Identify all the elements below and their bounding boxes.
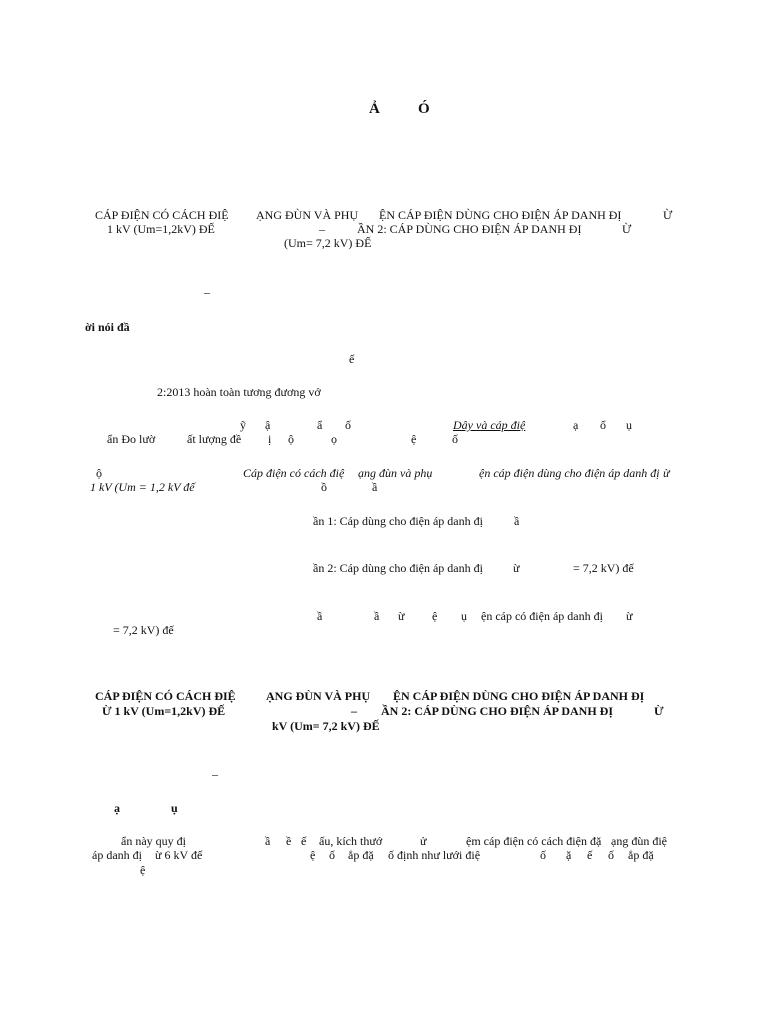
header-line1-part-d: Ừ (663, 208, 673, 222)
p5-fragment: ắp đặ (348, 848, 374, 862)
p3-fragment: ổ (600, 418, 606, 432)
p5-fragment: ế (587, 848, 593, 862)
header2-line3: kV (Um= 7,2 kV) ĐẾ (272, 719, 380, 733)
header2-line2-part-c: ẦN 2: CÁP DÙNG CHO ĐIỆN ÁP DANH ĐỊ (381, 704, 614, 718)
p3-fragment: ẩ (317, 418, 323, 432)
p3-fragment: ố (452, 432, 458, 446)
p5-fragment: ắp đặ (628, 848, 654, 862)
p5-fragment: ừ 6 kV đế (155, 848, 203, 862)
p5-fragment: ử (420, 834, 427, 848)
p4-standard-title: Cáp điện có cách điệ (243, 466, 345, 480)
header-line2-part-c: ẦN 2: CÁP DÙNG CHO ĐIỆN ÁP DANH ĐỊ (357, 222, 582, 236)
p5-fragment: ố (329, 848, 335, 862)
p3-fragment: ệ (411, 432, 417, 446)
p3-standard-title: Dây và cáp điệ (453, 418, 526, 432)
part-2-fragment: = 7,2 kV) đế (573, 561, 634, 575)
header-line1-part-b: ẠNG ĐÙN VÀ PHỤ (256, 208, 359, 222)
header2-line1-part-a: CÁP ĐIỆN CÓ CÁCH ĐIỆ (95, 689, 236, 703)
header-line2-part-a: 1 kV (Um=1,2kV) ĐẾ (107, 222, 215, 236)
p5-fragment: ấu, kích thướ (319, 834, 383, 848)
p5-fragment: ố định như lưới điệ (388, 848, 481, 862)
part-3-fragment: ầ (317, 609, 323, 623)
p3-fragment: ộ (288, 432, 294, 446)
header-line3: (Um= 7,2 kV) ĐẾ (284, 236, 372, 250)
p5-fragment: áp danh đị (92, 848, 142, 862)
foreword-heading: ời nói đầ (85, 320, 130, 334)
p5-fragment: ố (608, 848, 614, 862)
p4-standard-title: 1 kV (Um = 1,2 kV đế (90, 480, 195, 494)
header-line1-part-c: ỆN CÁP ĐIỆN DÙNG CHO ĐIỆN ÁP DANH ĐỊ (379, 208, 622, 222)
p3-fragment: ất lượng đề (187, 432, 242, 446)
header2-line1-part-b: ẠNG ĐÙN VÀ PHỤ (266, 689, 371, 703)
header2-line2-part-a: Ừ 1 kV (Um=1,2kV) ĐẾ (102, 704, 226, 718)
p4-standard-title: ạng đùn và phụ (358, 466, 433, 480)
part-3-fragment: ệ (432, 609, 438, 623)
p5-fragment: ề (286, 834, 292, 848)
header2-line2-part-b: – (351, 704, 357, 718)
part-1-text: ần 1: Cáp dùng cho điện áp danh đị (313, 514, 483, 528)
p4-fragment: ầ (372, 480, 378, 494)
header2-line1-part-c: ỆN CÁP ĐIỆN DÙNG CHO ĐIỆN ÁP DANH ĐỊ (393, 689, 645, 703)
part-1-fragment: ầ (514, 514, 520, 528)
part-3-fragment: ừ (626, 609, 633, 623)
dash-separator: – (212, 767, 218, 781)
p3-fragment: ạ (573, 418, 579, 432)
p4-fragment: ừ (663, 466, 670, 480)
part-3-fragment: ầ (374, 609, 380, 623)
p4-standard-title: ện cáp điện dùng cho điện áp danh đị (479, 466, 660, 480)
part-3-fragment: ụ (461, 609, 467, 623)
p5-fragment: ặ (566, 848, 572, 862)
header2-line2-part-d: Ừ (654, 704, 664, 718)
p5-fragment: ệ (140, 863, 146, 877)
p3-fragment: ố (345, 418, 351, 432)
p5-fragment: ệm cáp điện có cách điện đặ (466, 834, 602, 848)
title-right: Ó (418, 101, 430, 117)
p4-fragment: ồ (321, 480, 327, 494)
p3-fragment: ậ (265, 418, 271, 432)
p5-fragment: ố (540, 848, 546, 862)
part-2-text: ần 2: Cáp dùng cho điện áp danh đị (313, 561, 483, 575)
header-line2-part-b: – (319, 222, 325, 236)
title-left: Ả (369, 101, 380, 117)
paragraph-2-fragment: 2:2013 hoàn toàn tương đương vớ (157, 385, 321, 399)
header-line2-part-d: Ừ (622, 222, 632, 236)
p5-fragment: ạng đùn điệ (611, 834, 667, 848)
part-3-text: = 7,2 kV) đế (113, 623, 174, 637)
part-2-fragment: ừ (513, 561, 520, 575)
scope-heading-fragment: ạ (114, 801, 120, 815)
part-3-text: ện cáp có điện áp danh đị (481, 609, 603, 623)
scope-heading-fragment: ụ (171, 801, 178, 815)
p3-fragment: ụ (626, 418, 632, 432)
dash-separator: – (204, 285, 210, 299)
p5-fragment: ẩn này quy đị (121, 834, 186, 848)
p3-fragment: ị (268, 432, 272, 446)
p3-fragment: ỹ (240, 418, 246, 432)
p4-fragment: ộ (96, 466, 102, 480)
p5-fragment: ầ (265, 834, 271, 848)
part-3-fragment: ừ (398, 609, 405, 623)
header-line1-part-a: CÁP ĐIỆN CÓ CÁCH ĐIỆ (95, 208, 229, 222)
p5-fragment: ệ (310, 848, 316, 862)
paragraph-1-fragment: ế (349, 352, 355, 366)
p3-fragment: ọ (331, 432, 337, 446)
p5-fragment: ế (301, 834, 307, 848)
p3-fragment: ẩn Đo lườ (107, 432, 156, 446)
